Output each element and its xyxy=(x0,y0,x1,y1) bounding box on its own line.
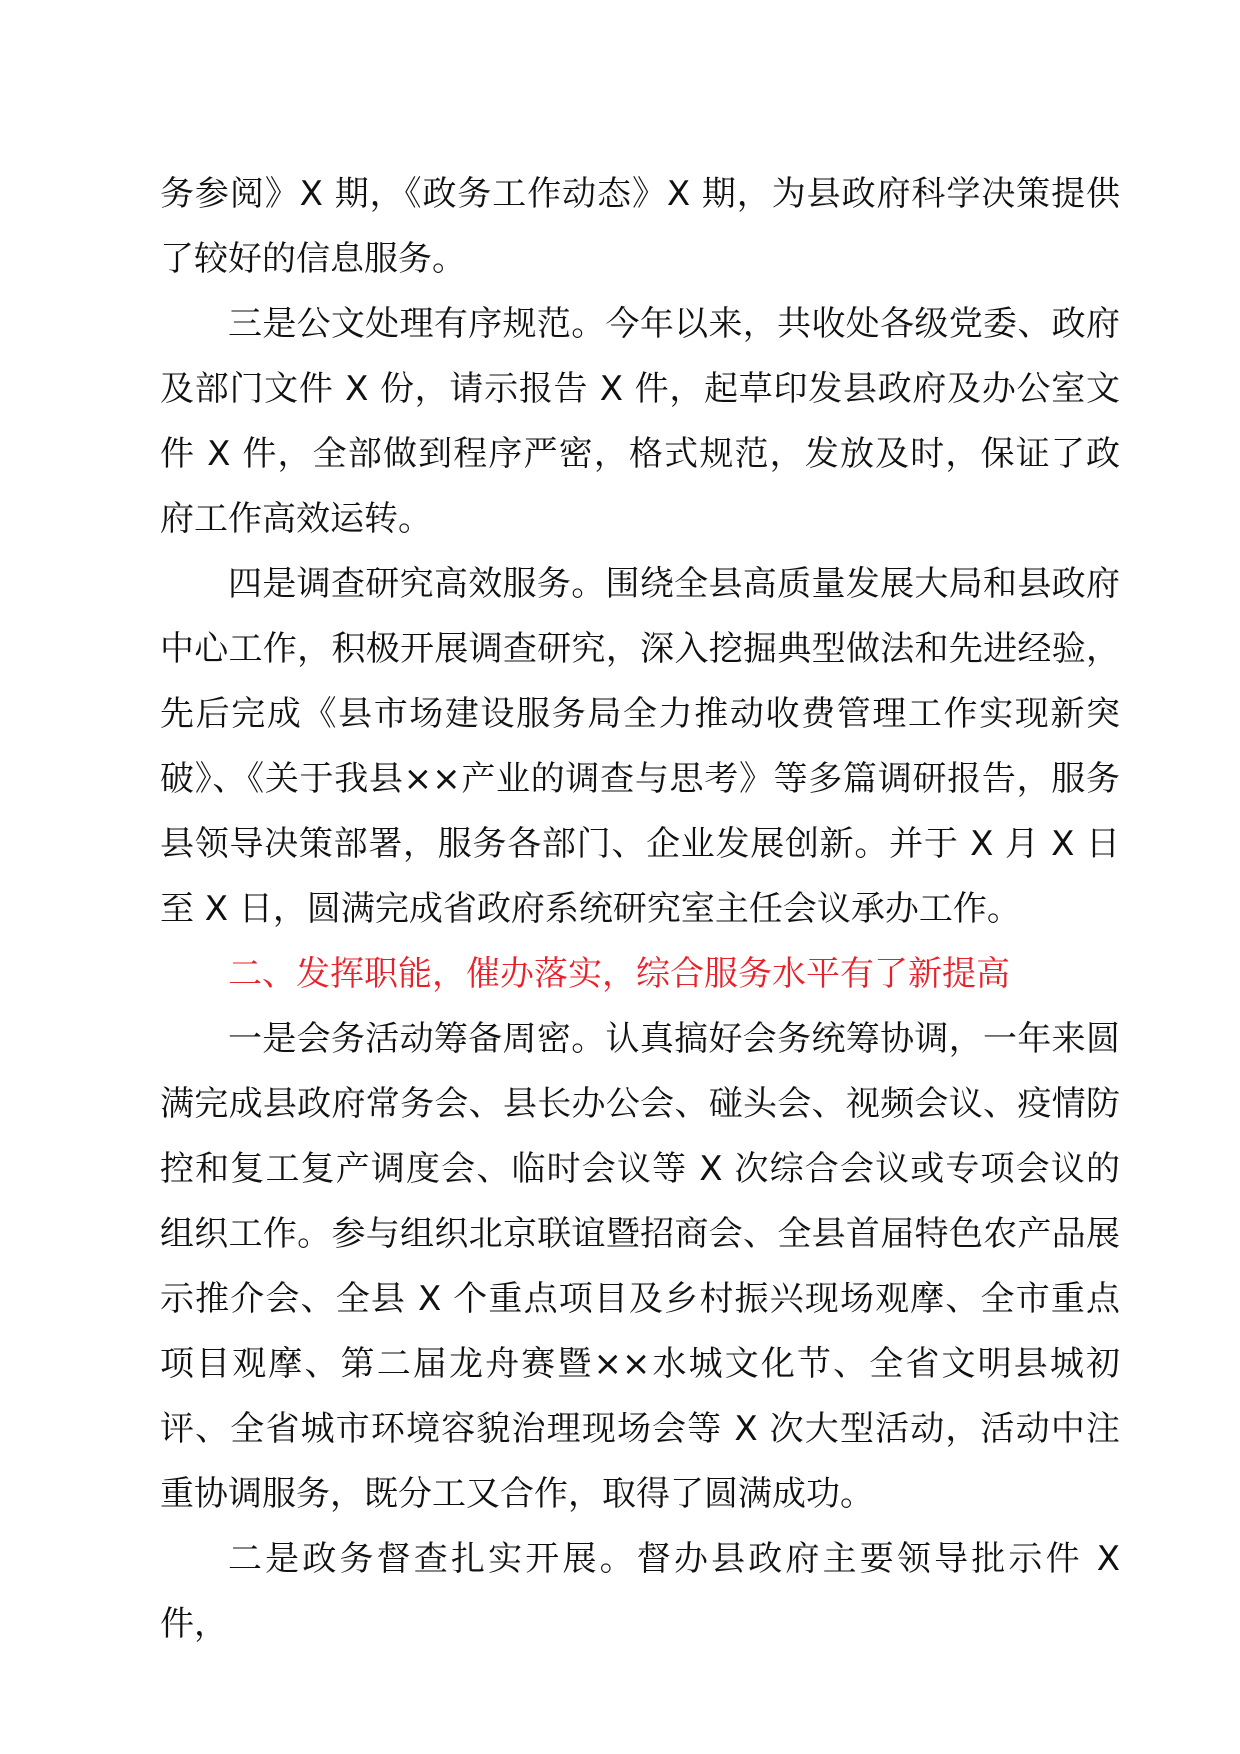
paragraph-research-service: 四是调查研究高效服务。围绕全县高质量发展大局和县政府中心工作，积极开展调查研究，深入挖掘典型做法和先进经验，先后完成《县市场建设服务局全力推动收费管理工作实现新突破》、《关于我县××产业的调查与思考》等多篇调研报告，服务县领导决策部署，服务各部门、企业发展创新。并于 X 月 X 日至 X 日，圆满完成省政府系统研究室主任会议承办工作。 xyxy=(160,564,1120,929)
paragraph-continuation: 务参阅》X 期，《政务工作动态》X 期，为县政府科学决策提供了较好的信息服务。 xyxy=(160,174,1120,279)
paragraph-document-processing: 三是公文处理有序规范。今年以来，共收处各级党委、政府及部门文件 X 份，请示报告 X 件，起草印发县政府及办公室文件 X 件，全部做到程序严密，格式规范，发放及时，保证了政府工作高效运转。 xyxy=(160,304,1121,539)
paragraph-conference-activities: 一是会务活动筹备周密。认真搞好会务统筹协调，一年来圆满完成县政府常务会、县长办公会、碰头会、视频会议、疫情防控和复工复产调度会、临时会议等 X 次综合会议或专项会议的组织工作。参与组织北京联谊暨招商会、全县首届特色农产品展示推介会、全县 X 个重点项目及乡村振兴现场观摩、全市重点项目观摩、第二届龙舟赛暨××水城文化节、全省文明县城初评、全省城市环境容貌治理现场会等 X 次大型活动，活动中注重协调服务，既分工又合作，取得了圆满成功。 xyxy=(160,1019,1120,1514)
section-heading: 二、发挥职能，催办落实，综合服务水平有了新提高 xyxy=(228,954,1010,994)
document-page xyxy=(160,162,1120,1657)
paragraph-government-supervision: 二是政务督查扎实开展。督办县政府主要领导批示件 X 件， xyxy=(160,1539,1120,1644)
